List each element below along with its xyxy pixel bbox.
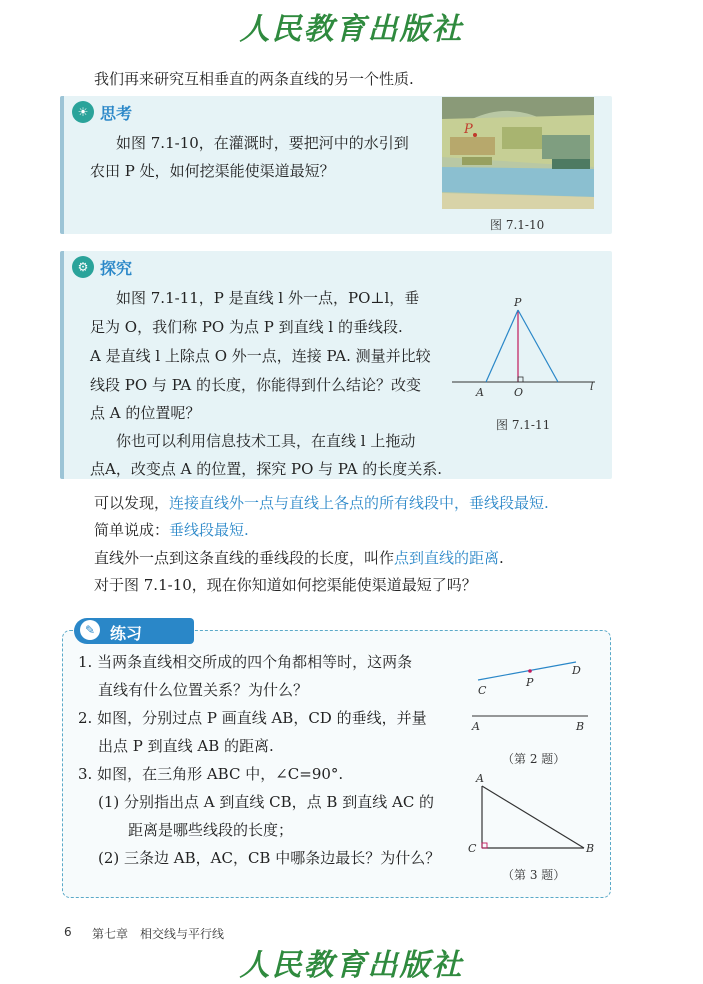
conclusion-line-4: 对于图 7.1-10，现在你知道如何挖渠能使渠道最短了吗？ — [94, 576, 477, 594]
practice-item-3-2: (2) 三条边 AB，AC，CB 中哪条边最长？为什么？ — [98, 849, 441, 867]
lightbulb-icon: ☀ — [72, 101, 94, 123]
explore-line-6: 你也可以利用信息技术工具，在直线 l 上拖动 — [116, 432, 416, 450]
fig-label-p: P — [514, 296, 522, 309]
publisher-logo-bottom: 人民教育出版社 — [239, 948, 464, 983]
figure-point-p: P — [464, 122, 473, 137]
fig-label-a: A — [476, 386, 484, 399]
practice-item-3-1b: 距离是哪些线段的长度； — [128, 821, 294, 839]
chapter-title: 第七章 相交线与平行线 — [92, 927, 225, 941]
explore-icon: ⚙ — [72, 256, 94, 278]
problem-2-caption: （第 2 题） — [502, 752, 566, 766]
practice-item-2b: 出点 P 到直线 AB 的距离. — [98, 737, 274, 755]
conclusion-line-3 — [94, 547, 504, 569]
fig-label-l: l — [590, 380, 594, 393]
explore-line-2: 足为 O，我们称 PO 为点 P 到直线 l 的垂线段. — [90, 318, 403, 336]
p2-label-c: C — [478, 684, 487, 697]
think-line-1: 如图 7.1-10，在灌溉时，要把河中的水引到 — [116, 134, 409, 152]
practice-item-2a: 2. 如图，分别过点 P 画直线 AB，CD 的垂线，并量 — [78, 709, 427, 727]
problem-3-caption: （第 3 题） — [502, 868, 566, 882]
problem-2-figure — [468, 652, 598, 736]
p3-label-b: B — [586, 842, 595, 855]
irrigation-illustration — [442, 97, 594, 209]
p2-label-p: P — [526, 676, 534, 689]
fig-7-1-10-caption: 图 7.1-10 — [490, 218, 545, 232]
practice-item-3-1a: (1) 分别指出点 A 到直线 CB，点 B 到直线 AC 的 — [98, 793, 435, 811]
explore-line-3: A 是直线 l 上除点 O 外一点，连接 PA. 测量并比较 — [90, 347, 431, 365]
conclusion-2-prefix: 简单说成： — [94, 521, 170, 539]
publisher-logo-top: 人民教育出版社 — [239, 12, 464, 47]
p3-label-c: C — [468, 842, 477, 855]
fig-7-1-11-caption: 图 7.1-11 — [496, 418, 551, 432]
page-number: 6 — [64, 925, 72, 939]
think-line-2: 农田 P 处，如何挖渠能使渠道最短？ — [90, 162, 335, 180]
explore-line-5: 点 A 的位置呢？ — [90, 404, 201, 422]
explore-title: 探究 — [100, 259, 133, 278]
intro-text: 我们再来研究互相垂直的两条直线的另一个性质. — [94, 70, 414, 88]
perpendicular-figure — [450, 294, 600, 404]
pencil-icon: ✎ — [80, 620, 100, 640]
conclusion-3-suffix: . — [499, 549, 504, 567]
practice-item-3: 3. 如图，在三角形 ABC 中，∠C=90°. — [78, 765, 344, 783]
practice-tab — [74, 618, 194, 644]
conclusion-line-2 — [94, 519, 249, 541]
explore-line-4: 线段 PO 与 PA 的长度，你能得到什么结论？改变 — [90, 376, 422, 394]
practice-item-1a: 1. 当两条直线相交所成的四个角都相等时，这两条 — [78, 653, 413, 671]
p2-label-a: A — [472, 720, 480, 733]
explore-line-1: 如图 7.1-11，P 是直线 l 外一点，PO⊥l，垂 — [116, 289, 420, 307]
conclusion-1-prefix: 可以发现， — [94, 494, 170, 512]
practice-title: 练习 — [110, 624, 143, 643]
p3-label-a: A — [476, 772, 484, 785]
conclusion-line-1 — [94, 492, 549, 514]
problem-3-figure — [466, 772, 600, 862]
explore-line-7: 点A，改变点 A 的位置，探究 PO 与 PA 的长度关系. — [90, 460, 442, 478]
practice-item-1b: 直线有什么位置关系？为什么？ — [98, 681, 309, 699]
fig-label-o: O — [514, 386, 524, 399]
conclusion-1-highlight: 连接直线外一点与直线上各点的所有线段中，垂线段最短. — [169, 494, 549, 512]
p2-label-d: D — [572, 664, 581, 677]
p2-label-b: B — [576, 720, 585, 733]
conclusion-2-highlight: 垂线段最短. — [169, 521, 249, 539]
conclusion-3-highlight: 点到直线的距离 — [394, 549, 500, 567]
think-title: 思考 — [100, 104, 133, 123]
conclusion-3-prefix: 直线外一点到这条直线的垂线段的长度，叫作 — [94, 549, 395, 567]
